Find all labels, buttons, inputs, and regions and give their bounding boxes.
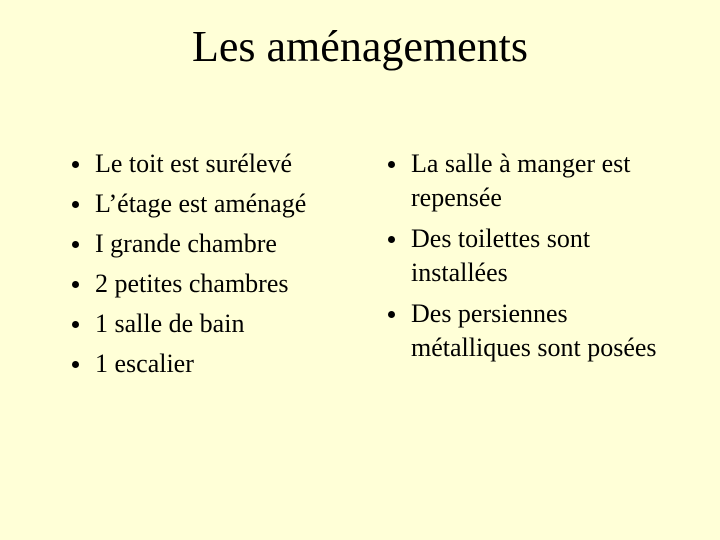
list-item <box>72 187 362 221</box>
list-item <box>72 307 362 341</box>
list-item <box>72 347 362 381</box>
slide-title: Les aménagements <box>192 22 528 71</box>
list-item <box>72 227 362 261</box>
bullet-icon <box>388 161 395 168</box>
list-item <box>388 222 660 290</box>
bullet-icon <box>72 241 79 248</box>
bullet-icon <box>72 321 79 328</box>
bullet-icon <box>388 236 395 243</box>
bullet-text: L’étage est aménagé <box>95 189 307 218</box>
bullet-text: Des toilettes sont installées <box>411 224 591 287</box>
list-item <box>72 147 362 181</box>
bullet-text: 1 salle de bain <box>95 309 245 338</box>
bullet-text: La salle à manger est repensée <box>411 149 631 212</box>
bullet-text: Le toit est surélevé <box>95 149 293 178</box>
bullet-list-right <box>388 147 660 372</box>
list-item <box>388 147 660 215</box>
bullet-text: I grande chambre <box>95 229 277 258</box>
list-item <box>388 297 660 365</box>
bullet-list-left <box>72 147 362 387</box>
bullet-icon <box>72 161 79 168</box>
bullet-text: Des persiennes métalliques sont posées <box>411 299 657 362</box>
bullet-icon <box>72 281 79 288</box>
bullet-icon <box>72 201 79 208</box>
bullet-icon <box>72 361 79 368</box>
bullet-text: 1 escalier <box>95 349 194 378</box>
bullet-text: 2 petites chambres <box>95 269 289 298</box>
list-item <box>72 267 362 301</box>
bullet-icon <box>388 311 395 318</box>
